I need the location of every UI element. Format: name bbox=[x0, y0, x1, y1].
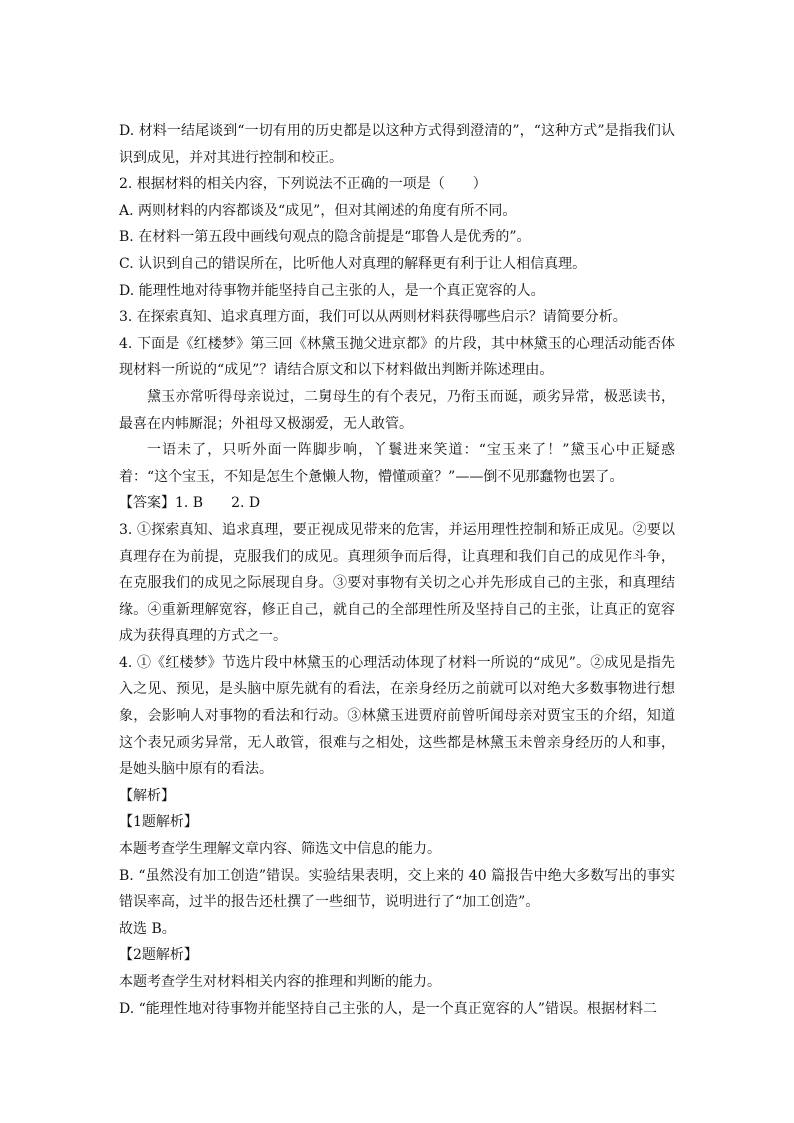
q1-option-d: D. 材料一结尾谈到“一切有用的历史都是以这种方式得到澄清的”，“这种方式”是指我们认识到成见，并对其进行控制和校正。 bbox=[119, 123, 675, 166]
analysis-1-intro: 本题考查学生理解文章内容、筛选文中信息的能力。 bbox=[119, 841, 441, 858]
analysis-2-body: D. “能理性地对待事物并能坚持自己主张的人，是一个真正宽容的人”错误。根据材料二 bbox=[119, 1000, 657, 1017]
q4-excerpt-1: 黛玉亦常听得母亲说过，二舅母生的有个表兄，乃衔玉而诞，顽劣异常，极恶读书，最喜在内帏厮混；外祖母又极溺爱，无人敢管。 bbox=[119, 388, 675, 432]
q2-option-b: B. 在材料一第五段中画线句观点的隐含前提是“耶鲁人是优秀的”。 bbox=[119, 229, 531, 246]
analysis-2-intro: 本题考查学生对材料相关内容的推理和判断的能力。 bbox=[119, 974, 441, 990]
analysis-1-conclusion: 故选 B。 bbox=[119, 920, 176, 937]
q2-option-c: C. 认识到自己的错误所在，比听他人对真理的解释更有利于让人相信真理。 bbox=[119, 255, 587, 272]
analysis-2-heading: 【2题解析】 bbox=[119, 947, 198, 964]
q4-excerpt-2: 一语未了，只听外面一阵脚步响，丫鬟进来笑道：“宝玉来了！”黛玉心中正疑惑着：“这个宝玉，不知是怎生个惫懒人物，懵懂顽童？”——倒不见那蠢物也罢了。 bbox=[119, 442, 675, 485]
answer-3: 3. ①探索真知、追求真理，要正视成见带来的危害，并运用理性控制和矫正成见。②要以真理存在为前提，克服我们的成见。真理须争而后得，让真理和我们自己的成见作斗争，在克服我们的成见之际展现自身。③要对事物有关切之心并先形成自己的主张，和真理结缘。④重新理解宽容，修正自己，就自己的全部理性所及坚持自己的主张，让真正的宽容成为获得真理的方式之一。 bbox=[119, 521, 675, 645]
answer-4: 4. ①《红楼梦》节选片段中林黛玉的心理活动体现了材料一所说的“成见”。②成见是指先入之见、预见，是头脑中原先就有的看法，在亲身经历之前就可以对绝大多数事物进行想象，会影响人对事物的看法和行动。③林黛玉进贾府前曾听闻母亲对贾宝玉的介绍，知道这个表兄顽劣异常，无人敢管，很难与之相处，这些都是林黛玉未曾亲身经历的人和事，是她头脑中原有的看法。 bbox=[119, 654, 675, 778]
q3-stem: 3. 在探索真知、追求真理方面，我们可以从两则材料获得哪些启示？请简要分析。 bbox=[119, 309, 627, 326]
answer-line: 【答案】1. B 2. D bbox=[119, 495, 261, 512]
analysis-heading: 【解析】 bbox=[119, 787, 175, 804]
analysis-1-body: B. “虽然没有加工创造”错误。实验结果表明，交上来的 40 篇报告中绝大多数写出的事实错误率高，过半的报告还杜撰了一些细节，说明进行了“加工创造”。 bbox=[119, 867, 675, 911]
q2-option-d: D. 能理性地对待事物并能坚持自己主张的人，是一个真正宽容的人。 bbox=[119, 282, 545, 299]
q2-option-a: A. 两则材料的内容都谈及“成见”，但对其阐述的角度有所不同。 bbox=[119, 202, 517, 219]
document-page bbox=[119, 118, 675, 1022]
q4-stem: 4. 下面是《红楼梦》第三回《林黛玉抛父进京都》的片段，其中林黛玉的心理活动能否体现材料一所说的“成见”？请结合原文和以下材料做出判断并陈述理由。 bbox=[119, 335, 675, 379]
q2-stem: 2. 根据材料的相关内容，下列说法不正确的一项是（ ） bbox=[119, 176, 487, 193]
analysis-1-heading: 【1题解析】 bbox=[119, 814, 198, 831]
